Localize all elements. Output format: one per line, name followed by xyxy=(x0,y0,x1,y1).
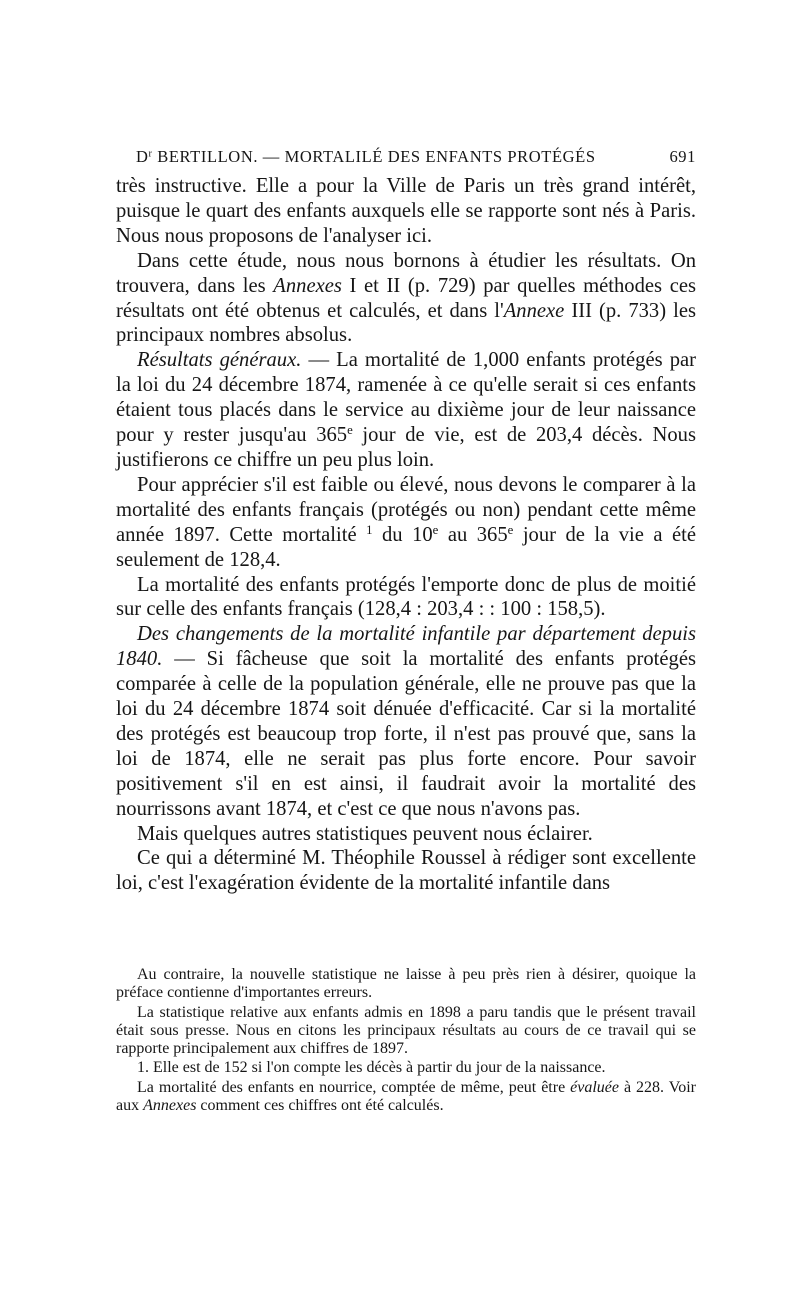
paragraph-3: Résultats généraux. — La mortalité de 1,000 enfants protégés par la loi du 24 décembre 1874, ramenée à ce qu'elle serait si ces enfants étaient tous placés dans le service au dixième jour de leur naissance pour y rester jusqu'au 365e jour de vie, est de 203,4 décès. Nous justifierons ce chiffre un peu plus loin. xyxy=(116,349,696,471)
footnote-3: 1. Elle est de 152 si l'on compte les décès à partir du jour de la naissance. xyxy=(137,1059,606,1077)
paragraph-2: Dans cette étude, nous nous bornons à étudier les résultats. On trouvera, dans les Annexes I et II (p. 729) par quelles méthodes ces résultats ont été obtenus et calculés, et dans l'Annexe III (p. 733) les principaux nombres absolus. xyxy=(116,249,696,347)
page-number: 691 xyxy=(669,147,696,166)
footnotes xyxy=(116,966,696,1116)
footnote-2: La statistique relative aux enfants admis en 1898 a paru tandis que le présent travail était sous presse. Nous en citons les principaux résultats au cours de ce travail qui se rapporte principalement aux chiffres de 1897. xyxy=(116,1003,696,1058)
paragraph-6: Des changements de la mortalité infantile par département depuis 1840. — Si fâcheuse que soit la mortalité des enfants protégés comparée à celle de la population générale, elle ne prouve pas que la loi du 24 décembre 1874 soit dénuée d'efficacité. Car si la mortalité des protégés est beaucoup trop forte, il n'est pas prouvé que, sans la loi de 1874, elle ne serait pas plus forte encore. Pour savoir positivement s'il en est ainsi, il faudrait avoir la mortalité des nourrissons avant 1874, et c'est ce que nous n'avons pas. xyxy=(116,623,696,820)
footnote-1: Au contraire, la nouvelle statistique ne laisse à peu près rien à désirer, quoique la préface contienne d'importantes erreurs. xyxy=(116,966,696,1002)
running-title: $D^r$ BERTILLON. — MORTALILÉ DES ENFANTS PROTÉGÉS xyxy=(136,147,596,166)
paragraph-4: Pour apprécier s'il est faible ou élevé, nous devons le comparer à la mortalité des enfants français (protégés ou non) pendant cette même année 1897. Cette mortalité $^1$ du 10e au 365e jour de la vie a été seulement de 128,4. xyxy=(116,473,697,571)
paragraph-5: La mortalité des enfants protégés l'emporte donc de plus de moitié sur celle des enfants français (128,4 : 203,4 : : 100 : 158,5). xyxy=(116,573,696,621)
paragraph-1: très instructive. Elle a pour la Ville de Paris un très grand intérêt, puisque le quart des enfants auxquels elle se rapporte sont nés à Paris. Nous nous proposons de l'analyser ici. xyxy=(116,175,696,247)
paragraph-8: Ce qui a déterminé M. Théophile Roussel à rédiger sont excellente loi, c'est l'exagération évidente de la mortalité infantile dans xyxy=(116,847,696,895)
paragraph-7: Mais quelques autres statistiques peuvent nous éclairer. xyxy=(137,822,593,845)
footnote-4: La mortalité des enfants en nourrice, comptée de même, peut être évaluée à 228. Voir aux Annexes comment ces chiffres ont été calculés. xyxy=(116,1078,697,1115)
body-text xyxy=(116,174,696,896)
section-heading-resultats: Résultats généraux. xyxy=(137,349,302,372)
section-heading-changements: Des changements de la mortalité infantile par département depuis 1840. xyxy=(116,623,696,671)
footnote-reference: 1 xyxy=(366,522,373,537)
